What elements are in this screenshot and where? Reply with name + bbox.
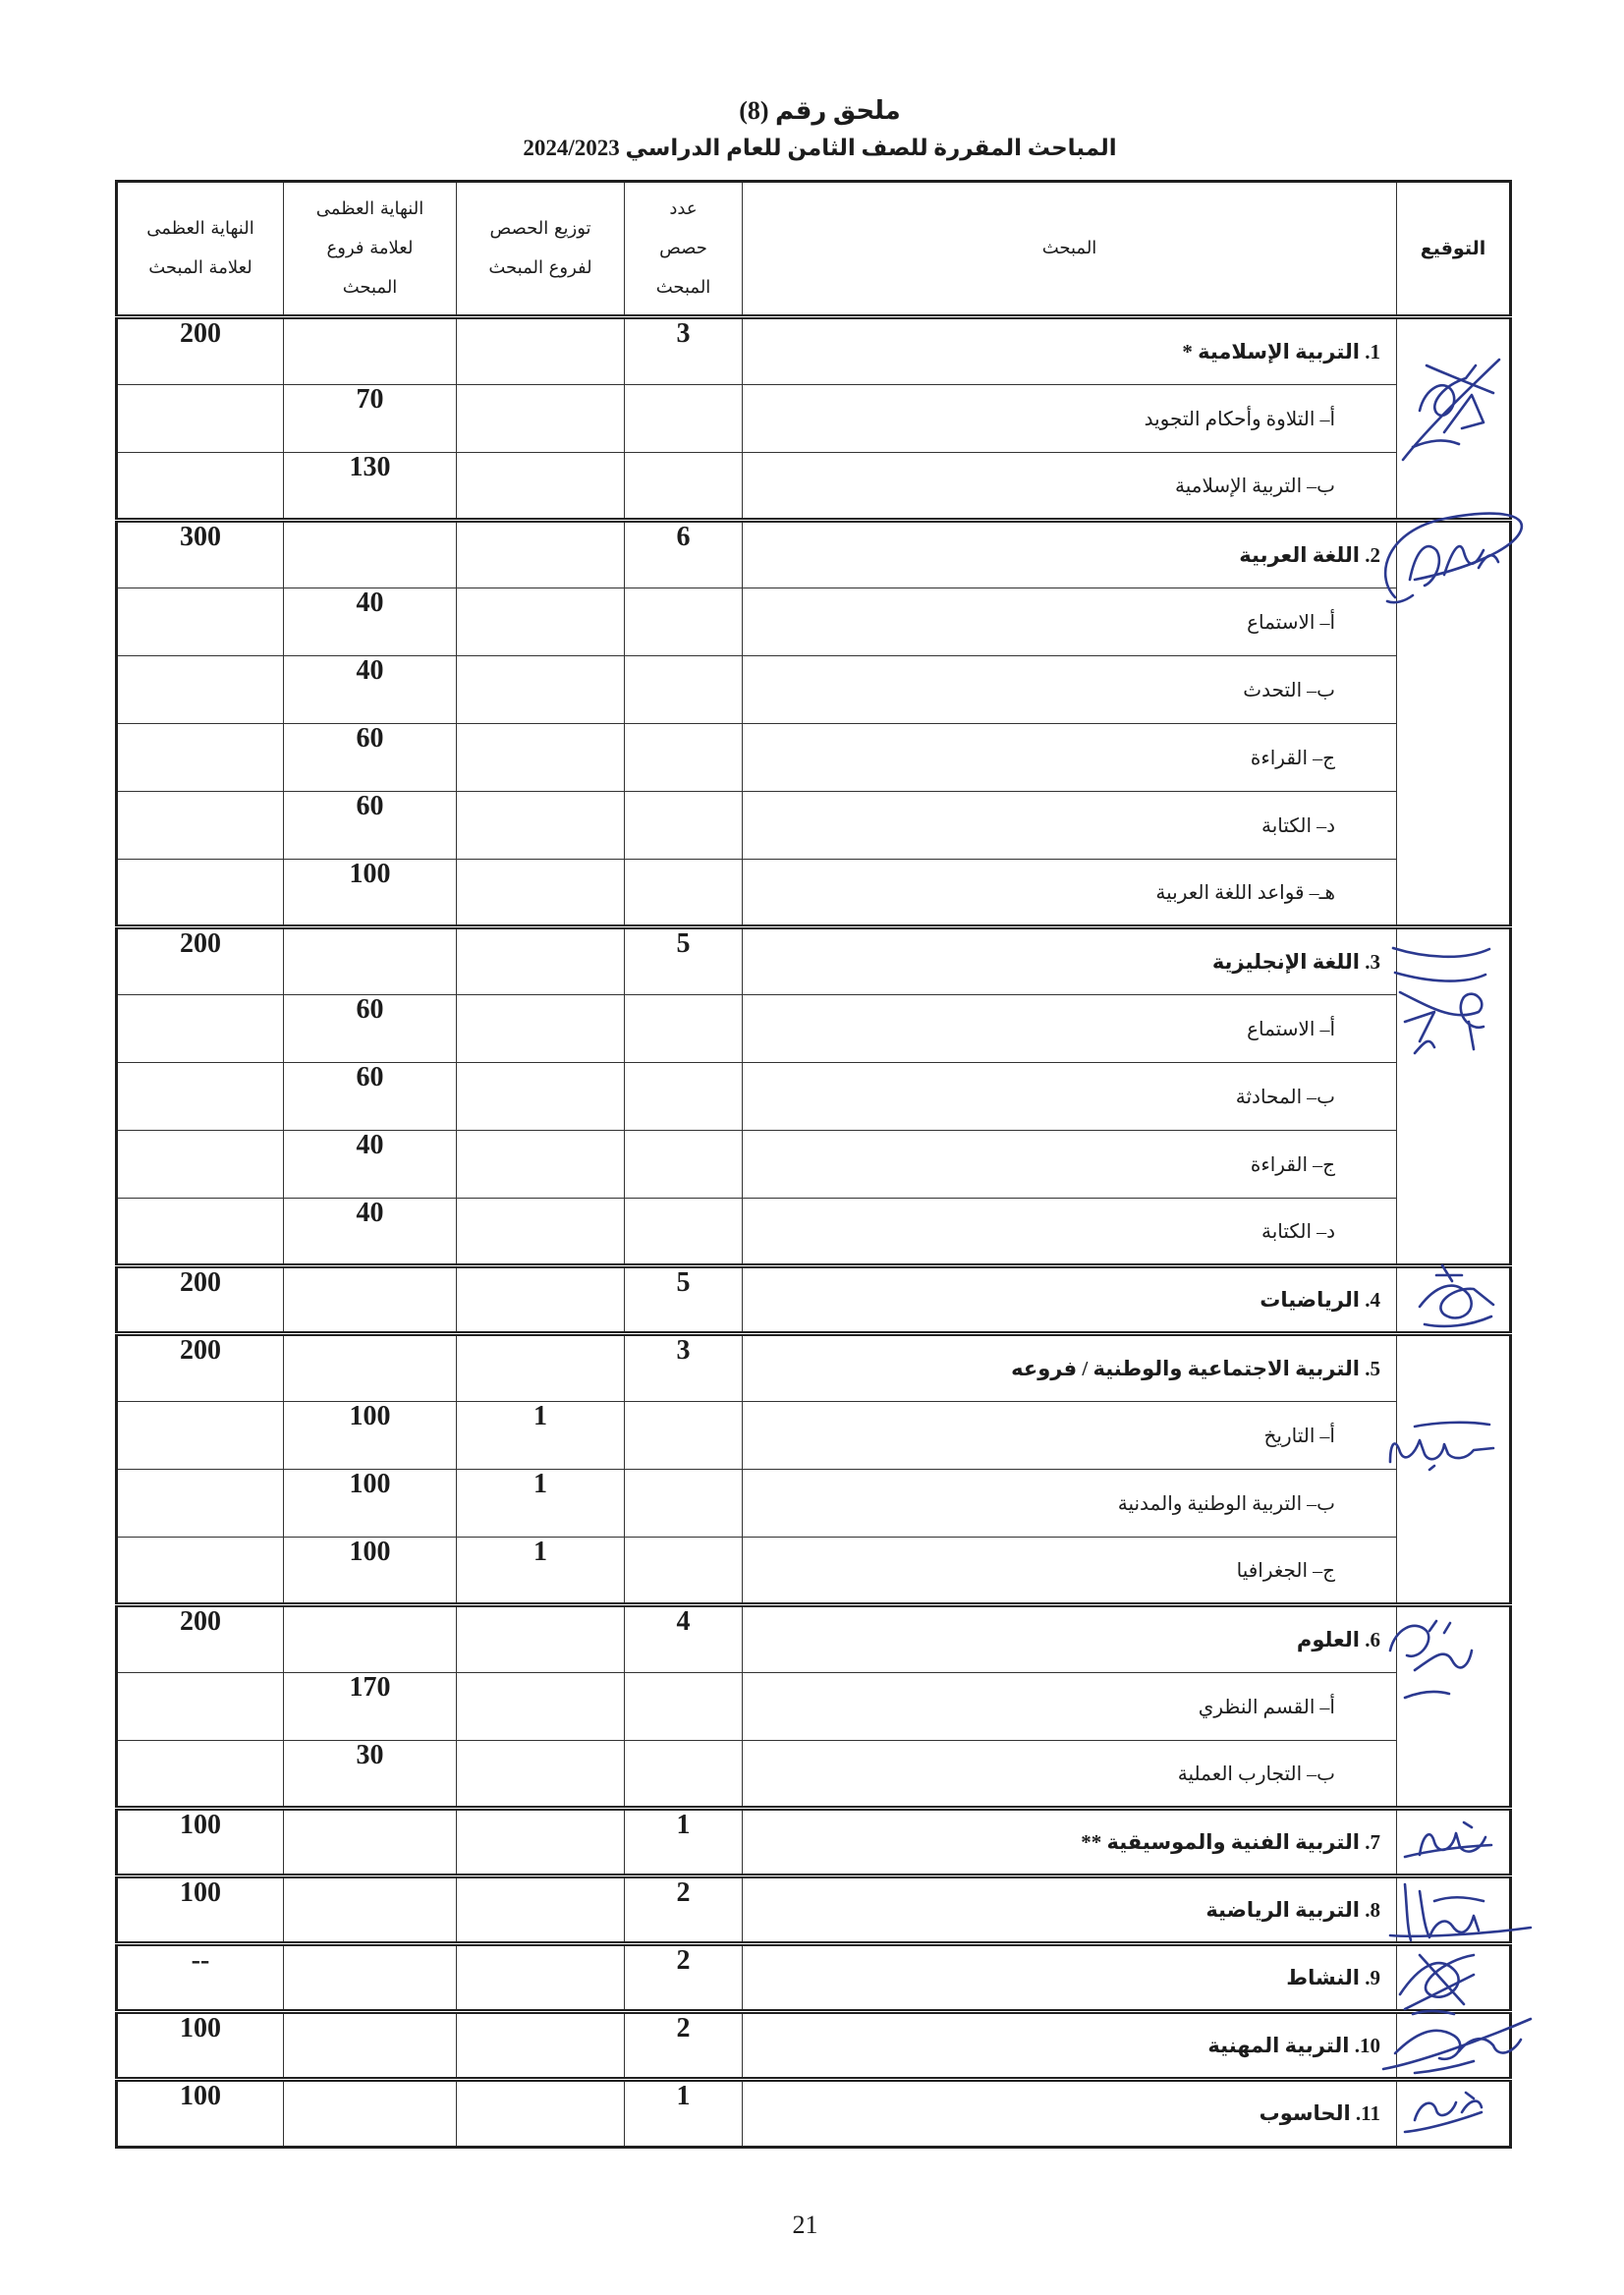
- subject-name: 11. الحاسوب: [743, 2080, 1397, 2148]
- table-body: [117, 317, 1511, 2148]
- subject-row: [117, 1809, 1511, 1876]
- distribution-value: [457, 792, 625, 860]
- subject-max-cell: [117, 1131, 284, 1199]
- branch-max-cell: [284, 521, 457, 588]
- branch-name: أ– القسم النظري: [743, 1673, 1397, 1741]
- branch-name: هـ– قواعد اللغة العربية: [743, 860, 1397, 927]
- annex-title: ملحق رقم (8): [739, 96, 901, 125]
- distribution-value: [457, 588, 625, 656]
- subject-max-cell: [117, 860, 284, 927]
- branch-row: [117, 1741, 1511, 1809]
- subject-max-value: 100: [117, 1809, 284, 1876]
- branch-max-value: 60: [284, 724, 457, 792]
- header-signature: التوقيع: [1397, 182, 1511, 317]
- distribution-value: [457, 453, 625, 521]
- branch-max-cell: [284, 1876, 457, 1944]
- subject-max-cell: [117, 588, 284, 656]
- subject-max-value: 100: [117, 1876, 284, 1944]
- branch-max-value: 40: [284, 588, 457, 656]
- distribution-value: [457, 860, 625, 927]
- subject-max-cell: [117, 1402, 284, 1470]
- distribution-cell: [457, 2080, 625, 2148]
- periods-cell: [625, 1673, 743, 1741]
- distribution-cell: [457, 1876, 625, 1944]
- periods-cell: [625, 656, 743, 724]
- signature-cell: [1397, 2080, 1511, 2148]
- periods-value: 3: [625, 317, 743, 385]
- branch-row: [117, 656, 1511, 724]
- periods-value: 2: [625, 2012, 743, 2080]
- signature-cell: [1397, 1809, 1511, 1876]
- distribution-cell: [457, 2012, 625, 2080]
- branch-name: ب– التربية الإسلامية: [743, 453, 1397, 521]
- branch-max-value: 40: [284, 656, 457, 724]
- subject-max-cell: [117, 453, 284, 521]
- branch-name: ج– الجغرافيا: [743, 1538, 1397, 1605]
- subject-max-value: 200: [117, 1266, 284, 1334]
- periods-cell: [625, 385, 743, 453]
- branch-name: أ– الاستماع: [743, 588, 1397, 656]
- header-distribution: توزيع الحصص لفروع المبحث: [457, 182, 625, 317]
- periods-cell: [625, 995, 743, 1063]
- periods-value: 3: [625, 1334, 743, 1402]
- distribution-cell: [457, 521, 625, 588]
- branch-row: [117, 1131, 1511, 1199]
- distribution-value: [457, 724, 625, 792]
- distribution-value: 1: [457, 1538, 625, 1605]
- distribution-cell: [457, 1266, 625, 1334]
- subject-row: [117, 2012, 1511, 2080]
- branch-name: ج– القراءة: [743, 1131, 1397, 1199]
- signature-cell: [1397, 927, 1511, 1266]
- distribution-cell: [457, 1605, 625, 1673]
- periods-value: 4: [625, 1605, 743, 1673]
- branch-row: [117, 453, 1511, 521]
- periods-cell: [625, 588, 743, 656]
- subject-row: [117, 1266, 1511, 1334]
- branch-row: [117, 1402, 1511, 1470]
- branch-name: أ– الاستماع: [743, 995, 1397, 1063]
- subject-max-value: 200: [117, 927, 284, 995]
- distribution-cell: [457, 317, 625, 385]
- branch-max-cell: [284, 1809, 457, 1876]
- distribution-cell: [457, 927, 625, 995]
- periods-cell: [625, 860, 743, 927]
- branch-max-cell: [284, 1266, 457, 1334]
- branch-name: أ– التاريخ: [743, 1402, 1397, 1470]
- subject-max-cell: [117, 656, 284, 724]
- document-title: المباحث المقررة للصف الثامن للعام الدراسي 2024/2023: [523, 136, 1117, 160]
- branch-row: [117, 1538, 1511, 1605]
- subject-max-cell: [117, 1063, 284, 1131]
- distribution-value: [457, 1199, 625, 1266]
- distribution-cell: [457, 1334, 625, 1402]
- periods-cell: [625, 792, 743, 860]
- periods-cell: [625, 1131, 743, 1199]
- subject-max-cell: [117, 1673, 284, 1741]
- subject-row: [117, 317, 1511, 385]
- subject-max-cell: [117, 1538, 284, 1605]
- periods-cell: [625, 1470, 743, 1538]
- subject-row: [117, 521, 1511, 588]
- branch-name: ب– التحدث: [743, 656, 1397, 724]
- subject-max-cell: [117, 385, 284, 453]
- subject-name: 2. اللغة العربية: [743, 521, 1397, 588]
- signature-cell: [1397, 2012, 1511, 2080]
- branch-max-cell: [284, 1944, 457, 2012]
- subject-name: 10. التربية المهنية: [743, 2012, 1397, 2080]
- branch-row: [117, 792, 1511, 860]
- subject-row: [117, 1605, 1511, 1673]
- branch-max-value: 170: [284, 1673, 457, 1741]
- periods-cell: [625, 724, 743, 792]
- branch-max-value: 100: [284, 1470, 457, 1538]
- header-periods: عدد حصص المبحث: [625, 182, 743, 317]
- branch-row: [117, 860, 1511, 927]
- branch-name: ب– المحادثة: [743, 1063, 1397, 1131]
- branch-max-value: 60: [284, 1063, 457, 1131]
- distribution-value: 1: [457, 1470, 625, 1538]
- distribution-value: [457, 1131, 625, 1199]
- subject-max-cell: [117, 1470, 284, 1538]
- signature-cell: [1397, 1605, 1511, 1809]
- branch-max-value: 100: [284, 1538, 457, 1605]
- periods-value: 5: [625, 927, 743, 995]
- periods-cell: [625, 453, 743, 521]
- subject-row: [117, 2080, 1511, 2148]
- subject-row: [117, 1944, 1511, 2012]
- distribution-value: [457, 1063, 625, 1131]
- subject-row: [117, 1876, 1511, 1944]
- branch-max-cell: [284, 317, 457, 385]
- branch-name: د– الكتابة: [743, 1199, 1397, 1266]
- periods-value: 2: [625, 1944, 743, 2012]
- subject-max-value: --: [117, 1944, 284, 2012]
- subject-max-cell: [117, 1741, 284, 1809]
- page-number: 21: [792, 2211, 818, 2239]
- signature-cell: [1397, 1944, 1511, 2012]
- branch-max-cell: [284, 1334, 457, 1402]
- periods-value: 1: [625, 1809, 743, 1876]
- branch-row: [117, 588, 1511, 656]
- subject-max-value: 300: [117, 521, 284, 588]
- subject-name: 5. التربية الاجتماعية والوطنية / فروعه: [743, 1334, 1397, 1402]
- branch-row: [117, 385, 1511, 453]
- subject-name: 9. النشاط: [743, 1944, 1397, 2012]
- branch-row: [117, 1673, 1511, 1741]
- subject-max-cell: [117, 792, 284, 860]
- branch-name: أ– التلاوة وأحكام التجويد: [743, 385, 1397, 453]
- branch-name: ب– التجارب العملية: [743, 1741, 1397, 1809]
- subject-row: [117, 927, 1511, 995]
- branch-row: [117, 1063, 1511, 1131]
- branch-name: د– الكتابة: [743, 792, 1397, 860]
- subject-name: 1. التربية الإسلامية *: [743, 317, 1397, 385]
- branch-row: [117, 724, 1511, 792]
- branch-max-cell: [284, 2012, 457, 2080]
- subject-name: 7. التربية الفنية والموسيقية **: [743, 1809, 1397, 1876]
- branch-max-value: 30: [284, 1741, 457, 1809]
- subject-max-value: 100: [117, 2080, 284, 2148]
- distribution-cell: [457, 1944, 625, 2012]
- branch-max-value: 60: [284, 792, 457, 860]
- branch-max-value: 40: [284, 1199, 457, 1266]
- periods-value: 6: [625, 521, 743, 588]
- distribution-value: [457, 1673, 625, 1741]
- signature-cell: [1397, 1266, 1511, 1334]
- branch-max-value: 70: [284, 385, 457, 453]
- branch-row: [117, 1199, 1511, 1266]
- branch-max-cell: [284, 1605, 457, 1673]
- subject-max-cell: [117, 995, 284, 1063]
- subject-max-value: 200: [117, 1334, 284, 1402]
- branch-max-value: 130: [284, 453, 457, 521]
- signature-cell: [1397, 521, 1511, 927]
- periods-value: 1: [625, 2080, 743, 2148]
- distribution-value: [457, 385, 625, 453]
- signature-cell: [1397, 1334, 1511, 1605]
- subject-name: 4. الرياضيات: [743, 1266, 1397, 1334]
- header-subject: المبحث: [743, 182, 1397, 317]
- branch-max-value: 60: [284, 995, 457, 1063]
- distribution-value: [457, 995, 625, 1063]
- branch-max-cell: [284, 2080, 457, 2148]
- periods-value: 2: [625, 1876, 743, 1944]
- signature-cell: [1397, 1876, 1511, 1944]
- subject-name: 3. اللغة الإنجليزية: [743, 927, 1397, 995]
- table-header-row: [117, 182, 1511, 317]
- distribution-value: [457, 1741, 625, 1809]
- subject-max-value: 200: [117, 317, 284, 385]
- distribution-value: [457, 656, 625, 724]
- subject-max-value: 200: [117, 1605, 284, 1673]
- subject-max-value: 100: [117, 2012, 284, 2080]
- periods-cell: [625, 1402, 743, 1470]
- header-branch-max: النهاية العظمى لعلامة فروع المبحث: [284, 182, 457, 317]
- subject-name: 6. العلوم: [743, 1605, 1397, 1673]
- branch-name: ج– القراءة: [743, 724, 1397, 792]
- signature-cell: [1397, 317, 1511, 521]
- branch-max-value: 100: [284, 1402, 457, 1470]
- periods-cell: [625, 1199, 743, 1266]
- branch-row: [117, 1470, 1511, 1538]
- branch-name: ب– التربية الوطنية والمدنية: [743, 1470, 1397, 1538]
- periods-value: 5: [625, 1266, 743, 1334]
- subject-name: 8. التربية الرياضية: [743, 1876, 1397, 1944]
- periods-cell: [625, 1063, 743, 1131]
- subject-row: [117, 1334, 1511, 1402]
- subjects-table: [115, 180, 1512, 2149]
- branch-max-value: 40: [284, 1131, 457, 1199]
- branch-max-cell: [284, 927, 457, 995]
- header-subject-max: النهاية العظمى لعلامة المبحث: [117, 182, 284, 317]
- subject-max-cell: [117, 724, 284, 792]
- distribution-cell: [457, 1809, 625, 1876]
- periods-cell: [625, 1741, 743, 1809]
- periods-cell: [625, 1538, 743, 1605]
- distribution-value: 1: [457, 1402, 625, 1470]
- branch-max-value: 100: [284, 860, 457, 927]
- branch-row: [117, 995, 1511, 1063]
- subject-max-cell: [117, 1199, 284, 1266]
